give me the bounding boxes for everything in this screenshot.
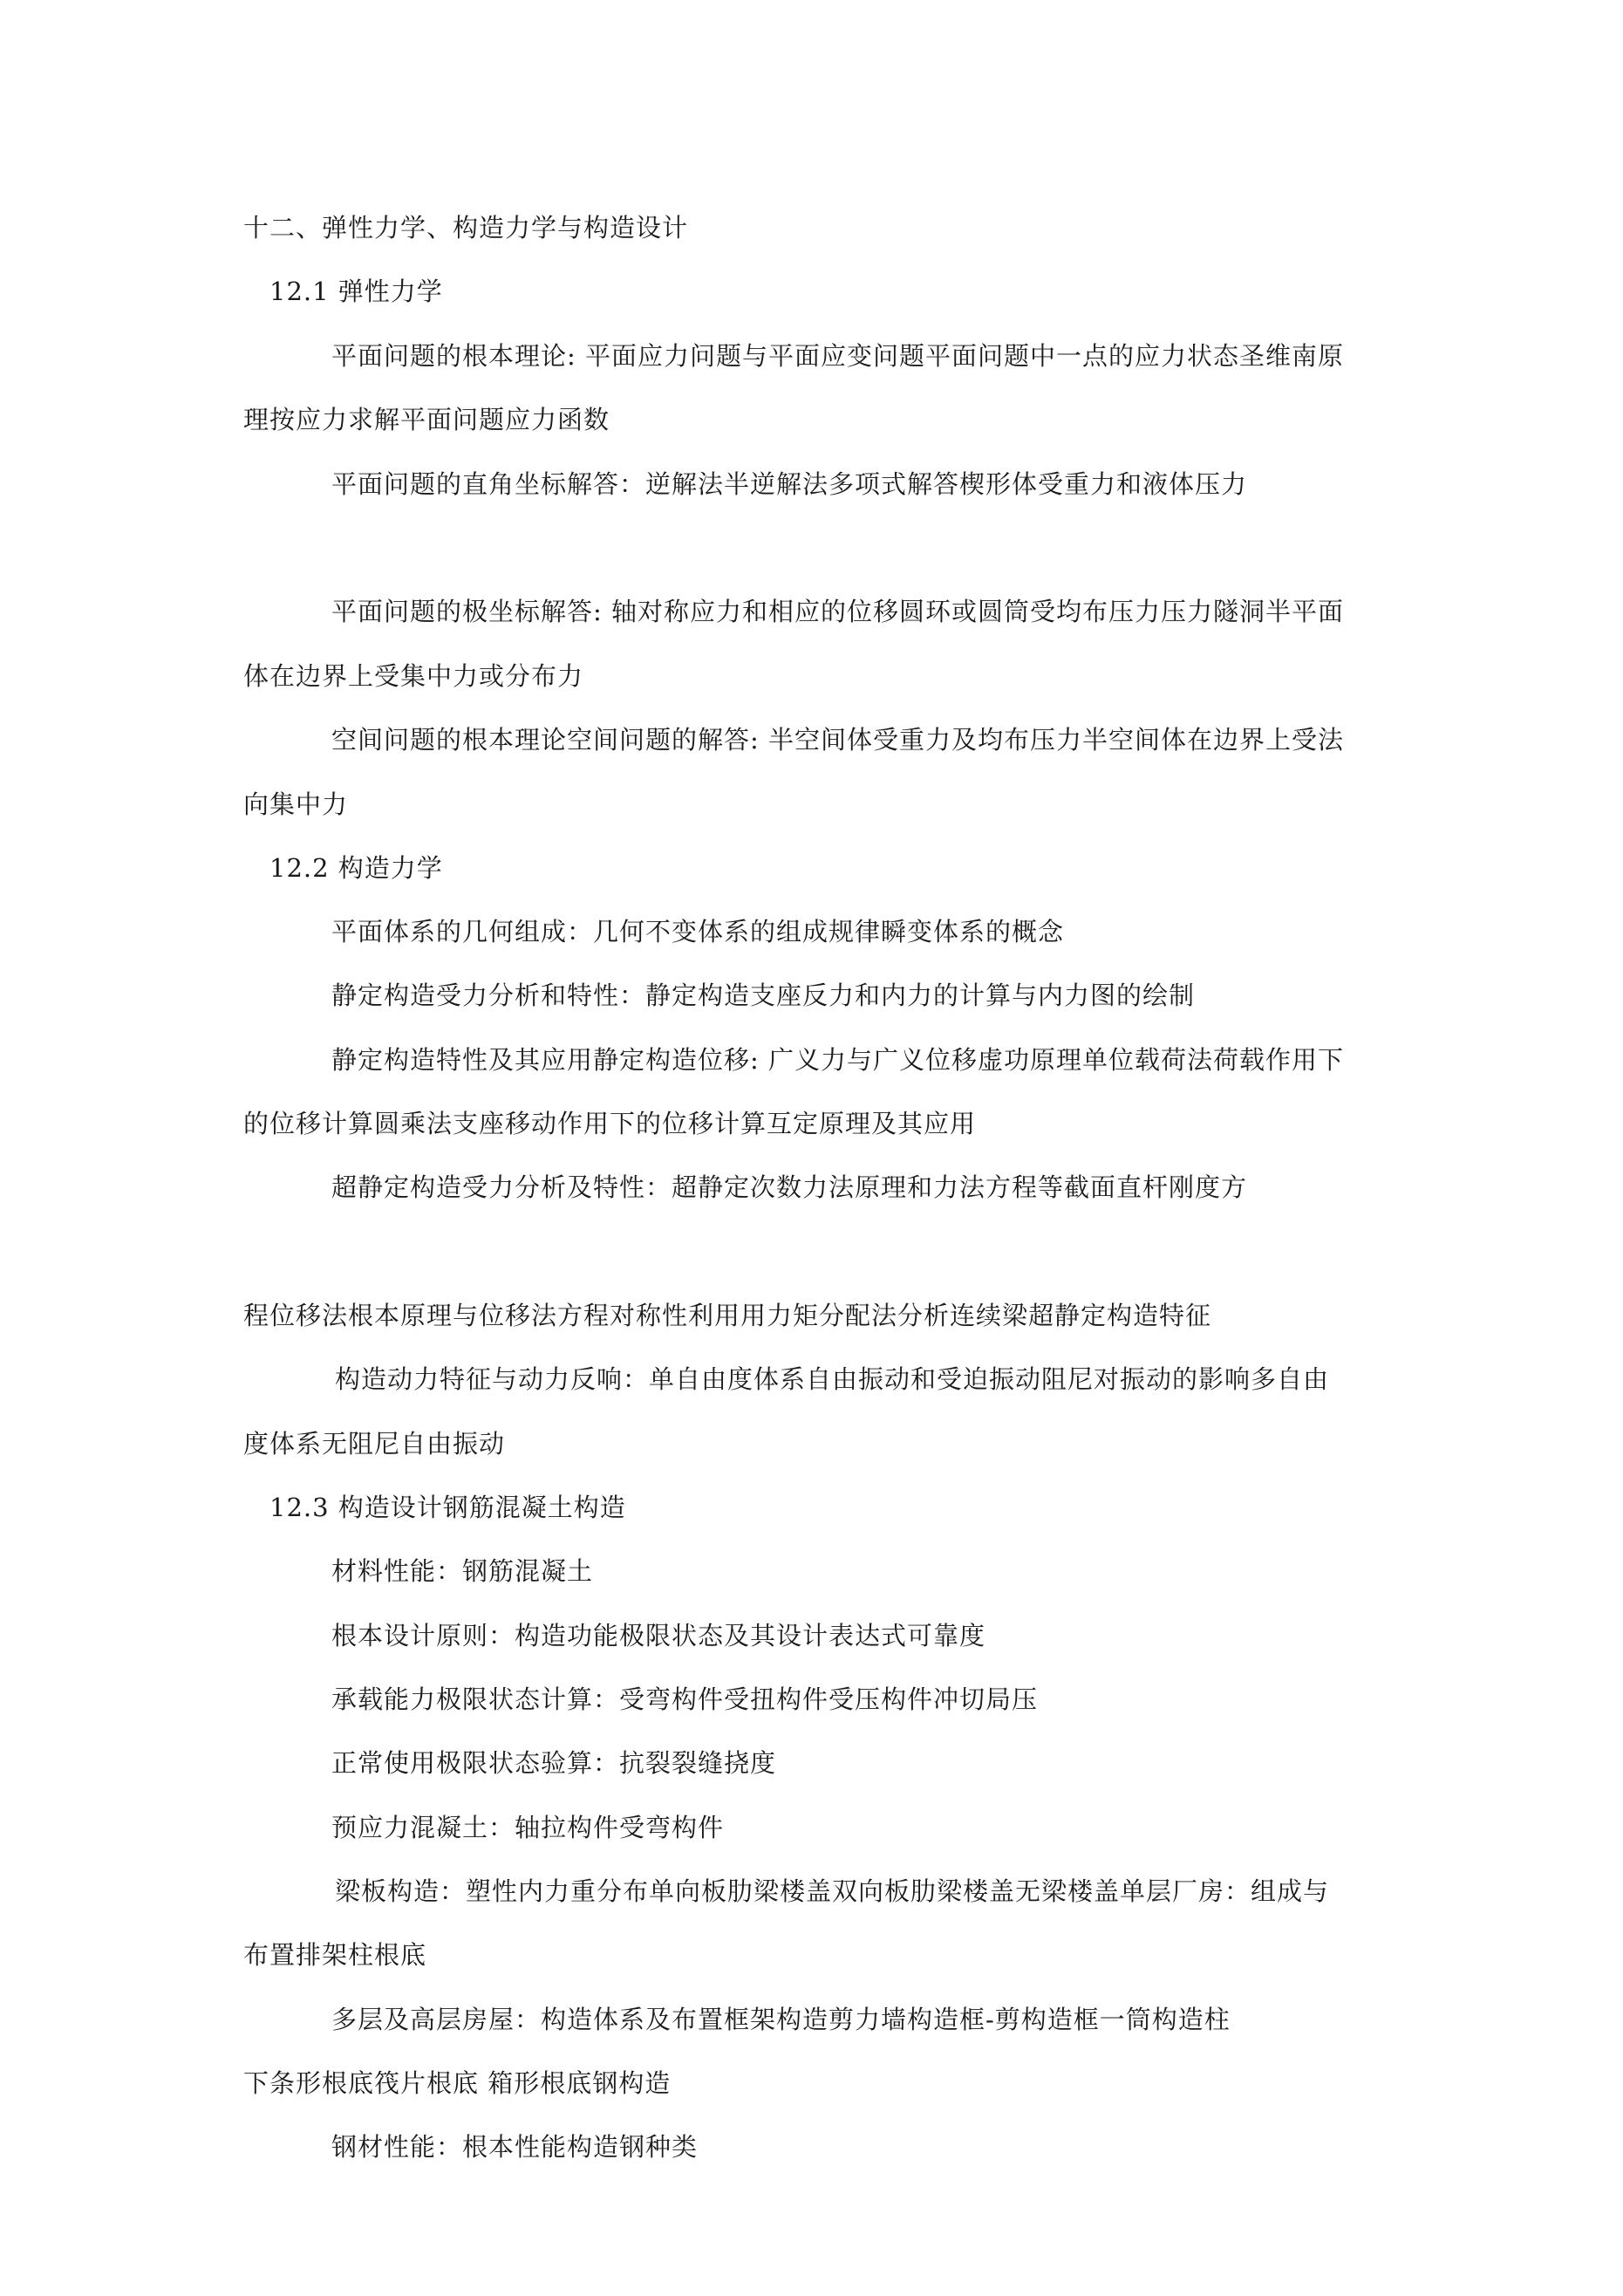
- paragraph-line: 理按应力求解平面问题应力函数: [243, 405, 610, 434]
- paragraph-line: 程位移法根本原理与位移法方程对称性利用用力矩分配法分析连续梁超静定构造特征: [243, 1301, 1212, 1330]
- paragraph-line: 承载能力极限状态计算：受弯构件受扭构件受压构件冲切局压: [331, 1684, 1039, 1714]
- paragraph-line: 平面问题的直角坐标解答：逆解法半逆解法多项式解答楔形体受重力和液体压力: [331, 469, 1248, 499]
- paragraph-line: 材料性能：钢筋混凝土: [331, 1556, 594, 1586]
- paragraph-line: 平面问题的极坐标解答: 轴对称应力和相应的位移圆环或圆筒受均布压力压力隧洞半平面: [331, 597, 1344, 626]
- subsection-heading: 12.1 弹性力学: [269, 277, 443, 306]
- paragraph-line: 梁板构造：塑性内力重分布单向板肋梁楼盖双向板肋梁楼盖无梁楼盖单层厂房：组成与: [335, 1876, 1330, 1906]
- paragraph-line: 预应力混凝土：轴拉构件受弯构件: [331, 1813, 725, 1842]
- paragraph-line: 静定构造受力分析和特性：静定构造支座反力和内力的计算与内力图的绘制: [331, 981, 1196, 1010]
- section-heading: 十二、弹性力学、构造力学与构造设计: [243, 213, 689, 243]
- paragraph-line: 正常使用极限状态验算：抗裂裂缝挠度: [331, 1748, 777, 1778]
- paragraph-line: 静定构造特性及其应用静定构造位移: 广义力与广义位移虚功原理单位载荷法荷载作用下: [331, 1045, 1344, 1075]
- paragraph-line: 向集中力: [243, 789, 349, 819]
- paragraph-line: 下条形根底筏片根底 箱形根底钢构造: [243, 2068, 672, 2098]
- subsection-heading: 12.3 构造设计钢筋混凝土构造: [269, 1493, 626, 1522]
- paragraph-line: 空间问题的根本理论空间问题的解答: 半空间体受重力及均布压力半空间体在边界上受法: [331, 725, 1344, 755]
- paragraph-line: 平面问题的根本理论: 平面应力问题与平面应变问题平面问题中一点的应力状态圣维南原: [331, 341, 1344, 371]
- paragraph-line: 多层及高层房屋：构造体系及布置框架构造剪力墙构造框-剪构造框一筒构造柱: [331, 2005, 1231, 2034]
- subsection-heading: 12.2 构造力学: [269, 853, 443, 883]
- paragraph-line: 钢材性能：根本性能构造钢种类: [331, 2132, 699, 2162]
- paragraph-line: 根本设计原则：构造功能极限状态及其设计表达式可靠度: [331, 1621, 986, 1650]
- paragraph-line: 体在边界上受集中力或分布力: [243, 661, 584, 691]
- paragraph-line: 平面体系的几何组成：几何不变体系的组成规律瞬变体系的概念: [331, 917, 1065, 946]
- paragraph-line: 的位移计算圆乘法支座移动作用下的位移计算互定原理及其应用: [243, 1109, 977, 1138]
- paragraph-line: 布置排架柱根底: [243, 1940, 427, 1970]
- paragraph-line: 超静定构造受力分析及特性：超静定次数力法原理和力法方程等截面直杆刚度方: [331, 1172, 1248, 1202]
- paragraph-line: 构造动力特征与动力反响：单自由度体系自由振动和受迫振动阻尼对振动的影响多自由: [335, 1364, 1330, 1394]
- paragraph-line: 度体系无阻尼自由振动: [243, 1429, 506, 1459]
